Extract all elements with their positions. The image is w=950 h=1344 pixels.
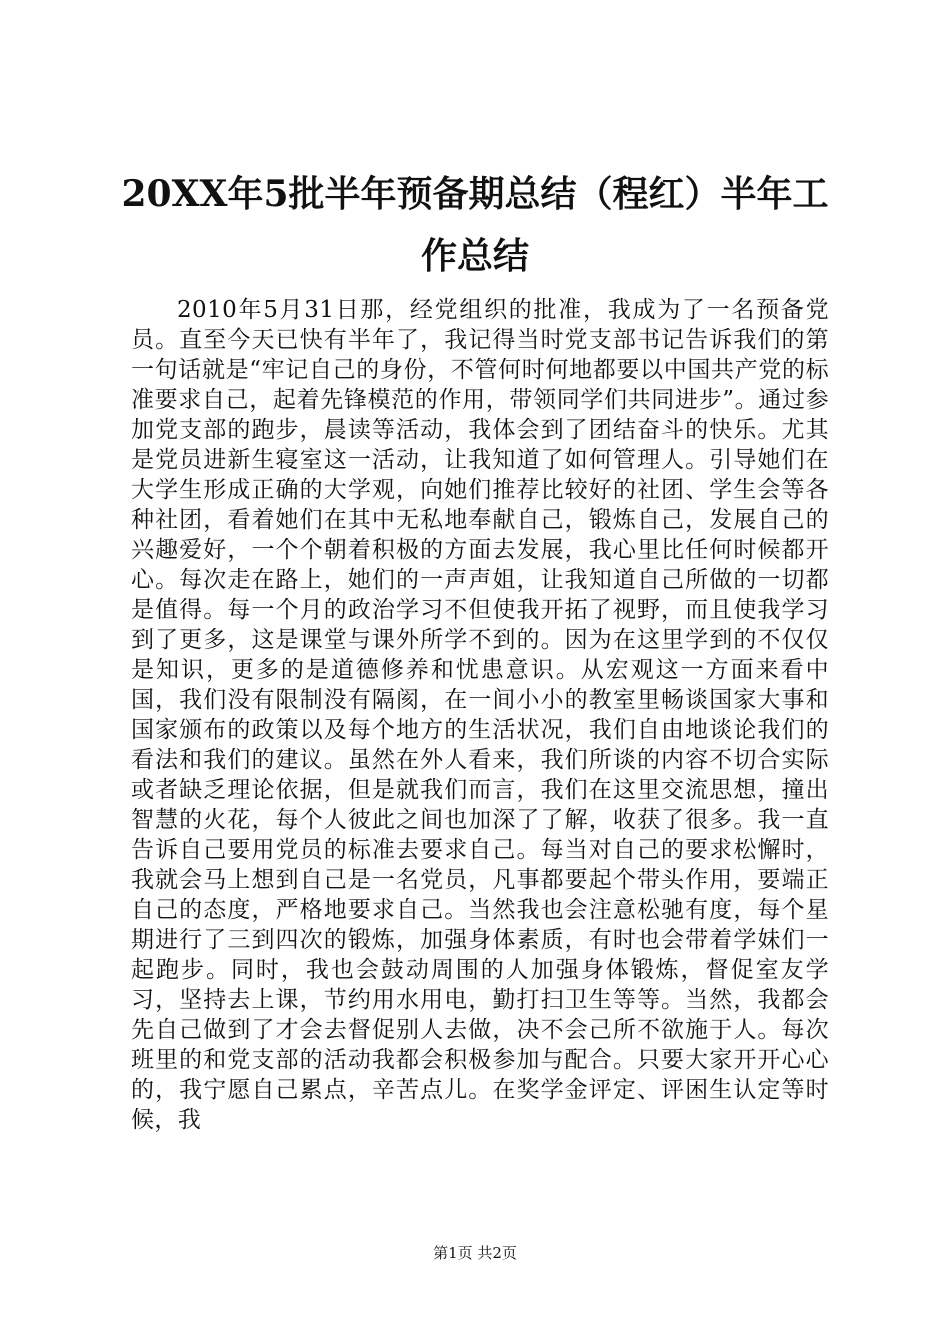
page-number-footer: 第1页 共2页: [433, 1244, 517, 1262]
document-body-paragraph: 2010年5月31日那，经党组织的批准，我成为了一名预备党员。直至今天已快有半年了，我记得当时党支部书记告诉我们的第一句话就是“牢记自己的身份，不管何时何地都要以中国共产党的标准要求自己，起着先锋模范的作用，带领同学们共同进步”。通过参加党支部的跑步，晨读等活动，我体会到了团结奋斗的快乐。尤其是党员进新生寝室这一活动，让我知道了如何管理人。引导她们在大学生形成正确的大学观，向她们推荐比较好的社团、学生会等各种社团，看着她们在其中无私地奉献自己，锻炼自己，发展自己的兴趣爱好，一个个朝着积极的方面去发展，我心里比任何时候都开心。每次走在路上，她们的一声声姐，让我知道自己所做的一切都是值得。每一个月的政治学习不但使我开拓了视野，而且使我学习到了更多，这是课堂与课外所学不到的。因为在这里学到的不仅仅是知识，更多的是道德修养和忧患意识。从宏观这一方面来看中国，我们没有限制没有隔阂，在一间小小的教室里畅谈国家大事和国家颁布的政策以及每个地方的生活状况，我们自由地谈论我们的看法和我们的建议。虽然在外人看来，我们所谈的内容不切合实际或者缺乏理论依据，但是就我们而言，我们在这里交流思想，撞出智慧的火花，每个人彼此之间也加深了了解，收获了很多。我一直告诉自己要用党员的标准去要求自己。每当对自己的要求松懈时，我就会马上想到自己是一名党员，凡事都要起个带头作用，要端正自己的态度，严格地要求自己。当然我也会注意松驰有度，每个星期进行了三到四次的锻炼，加强身体素质，有时也会带着学妹们一起跑步。同时，我也会鼓动周围的人加强身体锻炼，督促室友学习，坚持去上课，节约用水用电，勤打扫卫生等等。当然，我都会先自己做到了才会去督促别人去做，决不会己所不欲施于人。每次班里的和党支部的活动我都会积极参加与配合。只要大家开开心心的，我宁愿自己累点，辛苦点儿。在奖学金评定、评困生认定等时候，我: [131, 297, 829, 1133]
document-title: 20XX年5批半年预备期总结（程红）半年工作总结: [121, 173, 829, 277]
